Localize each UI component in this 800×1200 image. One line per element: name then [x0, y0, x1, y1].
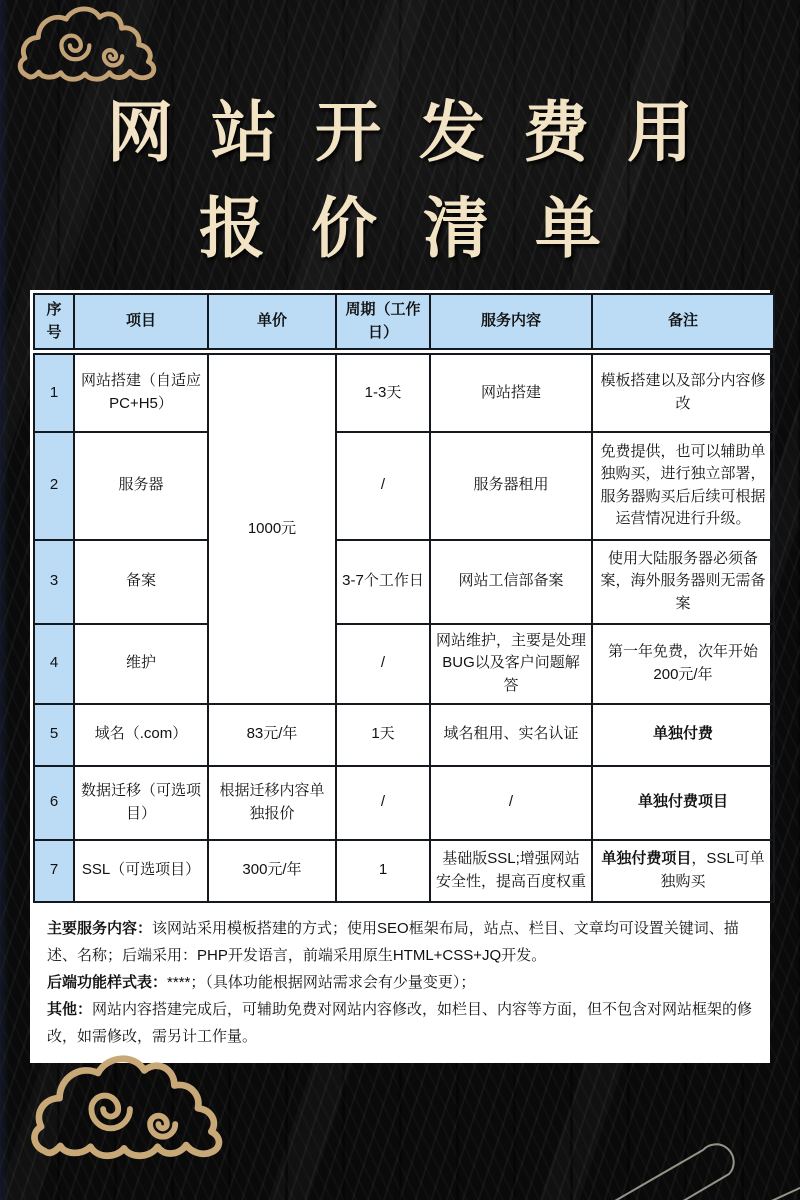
cell-remark — [592, 352, 774, 432]
cell-service: 服务器租用 — [430, 432, 592, 540]
cell-project: 维护 — [74, 624, 208, 704]
cell-service: / — [430, 766, 592, 840]
table-row — [34, 352, 774, 432]
cloud-ornament-bottom-icon — [26, 1052, 244, 1178]
cell-period: 1 — [336, 840, 430, 902]
cell-no: 5 — [34, 704, 74, 766]
cloud-ornament-top-icon — [14, 4, 172, 95]
cell-service: 域名租用、实名认证 — [430, 704, 592, 766]
cell-remark — [592, 624, 774, 704]
remark-text: 免费提供，也可以辅助单独购买，进行独立部署，服务器购买后后续可根据运营情况进行升级。 — [600, 442, 766, 527]
table-row — [34, 432, 774, 540]
cell-no: 3 — [34, 540, 74, 624]
header-remark: 备注 — [592, 294, 774, 352]
note-paragraph — [47, 915, 753, 969]
cell-price: 83元/年 — [208, 704, 336, 766]
header-service: 服务内容 — [430, 294, 592, 352]
table-header-row — [34, 294, 774, 352]
cell-price: 300元/年 — [208, 840, 336, 902]
note-text: 该网站采用模板搭建的方式；使用SEO框架布局，站点、栏目、文章均可设置关键词、描述、名称；后端采用：PHP开发语言，前端采用原生HTML+CSS+JQ开发。 — [47, 919, 739, 964]
note-text: ****；（具体功能根据网站需求会有少量变更）； — [167, 973, 476, 991]
cell-period: / — [336, 766, 430, 840]
table-row — [34, 704, 774, 766]
cell-service: 网站维护，主要是处理BUG以及客户问题解答 — [430, 624, 592, 704]
remark-text: 模板搭建以及部分内容修改 — [600, 372, 766, 412]
note-paragraph — [47, 969, 753, 996]
cloud-ornament-faint-lines-icon — [545, 1078, 800, 1200]
remark-bold-text: 单独付费 — [652, 725, 713, 743]
cell-price: 根据迁移内容单独报价 — [208, 766, 336, 840]
table-row — [34, 624, 774, 704]
note-text: 网站内容搭建完成后，可辅助免费对网站内容修改，如栏目、内容等方面，但不包含对网站框架的修改，如需修改，需另计工作量。 — [47, 1000, 753, 1045]
cell-project: 域名（.com） — [74, 704, 208, 766]
title-line-1: 网站开发费用 — [107, 95, 731, 169]
poster-title — [0, 84, 800, 276]
table-row — [34, 840, 774, 902]
remark-text: 使用大陆服务器必须备案，海外服务器则无需备案 — [600, 549, 766, 612]
cell-project: 服务器 — [74, 432, 208, 540]
cell-period: 3-7个工作日 — [336, 540, 430, 624]
remark-bold-text: 单独付费项目 — [601, 850, 692, 867]
cell-no: 7 — [34, 840, 74, 902]
cell-project: 网站搭建（自适应PC+H5） — [74, 352, 208, 432]
table-row — [34, 766, 774, 840]
cell-remark — [592, 540, 774, 624]
pricing-table — [33, 293, 775, 903]
title-line-2: 报价清单 — [199, 191, 647, 265]
note-paragraph — [47, 996, 753, 1050]
cell-no: 6 — [34, 766, 74, 840]
cell-project: 数据迁移（可选项目） — [74, 766, 208, 840]
header-period: 周期（工作日） — [336, 294, 430, 352]
remark-text: ，SSL可单独购买 — [660, 850, 765, 890]
pricing-table-panel — [30, 290, 770, 1063]
cell-period: / — [336, 624, 430, 704]
cell-project: SSL（可选项目） — [74, 840, 208, 902]
note-label: 后端功能样式表： — [47, 973, 168, 991]
cell-service: 网站搭建 — [430, 352, 592, 432]
cell-merged-price: 1000元 — [208, 352, 336, 704]
cell-period: 1天 — [336, 704, 430, 766]
header-unit-price: 单价 — [208, 294, 336, 352]
table-row — [34, 540, 774, 624]
cell-no: 4 — [34, 624, 74, 704]
cell-remark — [592, 432, 774, 540]
header-project: 项目 — [74, 294, 208, 352]
cell-remark — [592, 704, 774, 766]
cell-service: 基础版SSL;增强网站安全性，提高百度权重 — [430, 840, 592, 902]
header-no: 序号 — [34, 294, 74, 352]
notes-section — [33, 903, 767, 1060]
cell-no: 2 — [34, 432, 74, 540]
cell-period: 1-3天 — [336, 352, 430, 432]
cell-project: 备案 — [74, 540, 208, 624]
cell-remark — [592, 766, 774, 840]
remark-text: 第一年免费，次年开始200元/年 — [607, 643, 758, 683]
note-label: 主要服务内容： — [47, 919, 153, 937]
cell-period: / — [336, 432, 430, 540]
cell-no: 1 — [34, 352, 74, 432]
remark-bold-text: 单独付费项目 — [637, 793, 728, 811]
cell-service: 网站工信部备案 — [430, 540, 592, 624]
cell-remark — [592, 840, 774, 902]
note-label: 其他： — [47, 1000, 93, 1018]
